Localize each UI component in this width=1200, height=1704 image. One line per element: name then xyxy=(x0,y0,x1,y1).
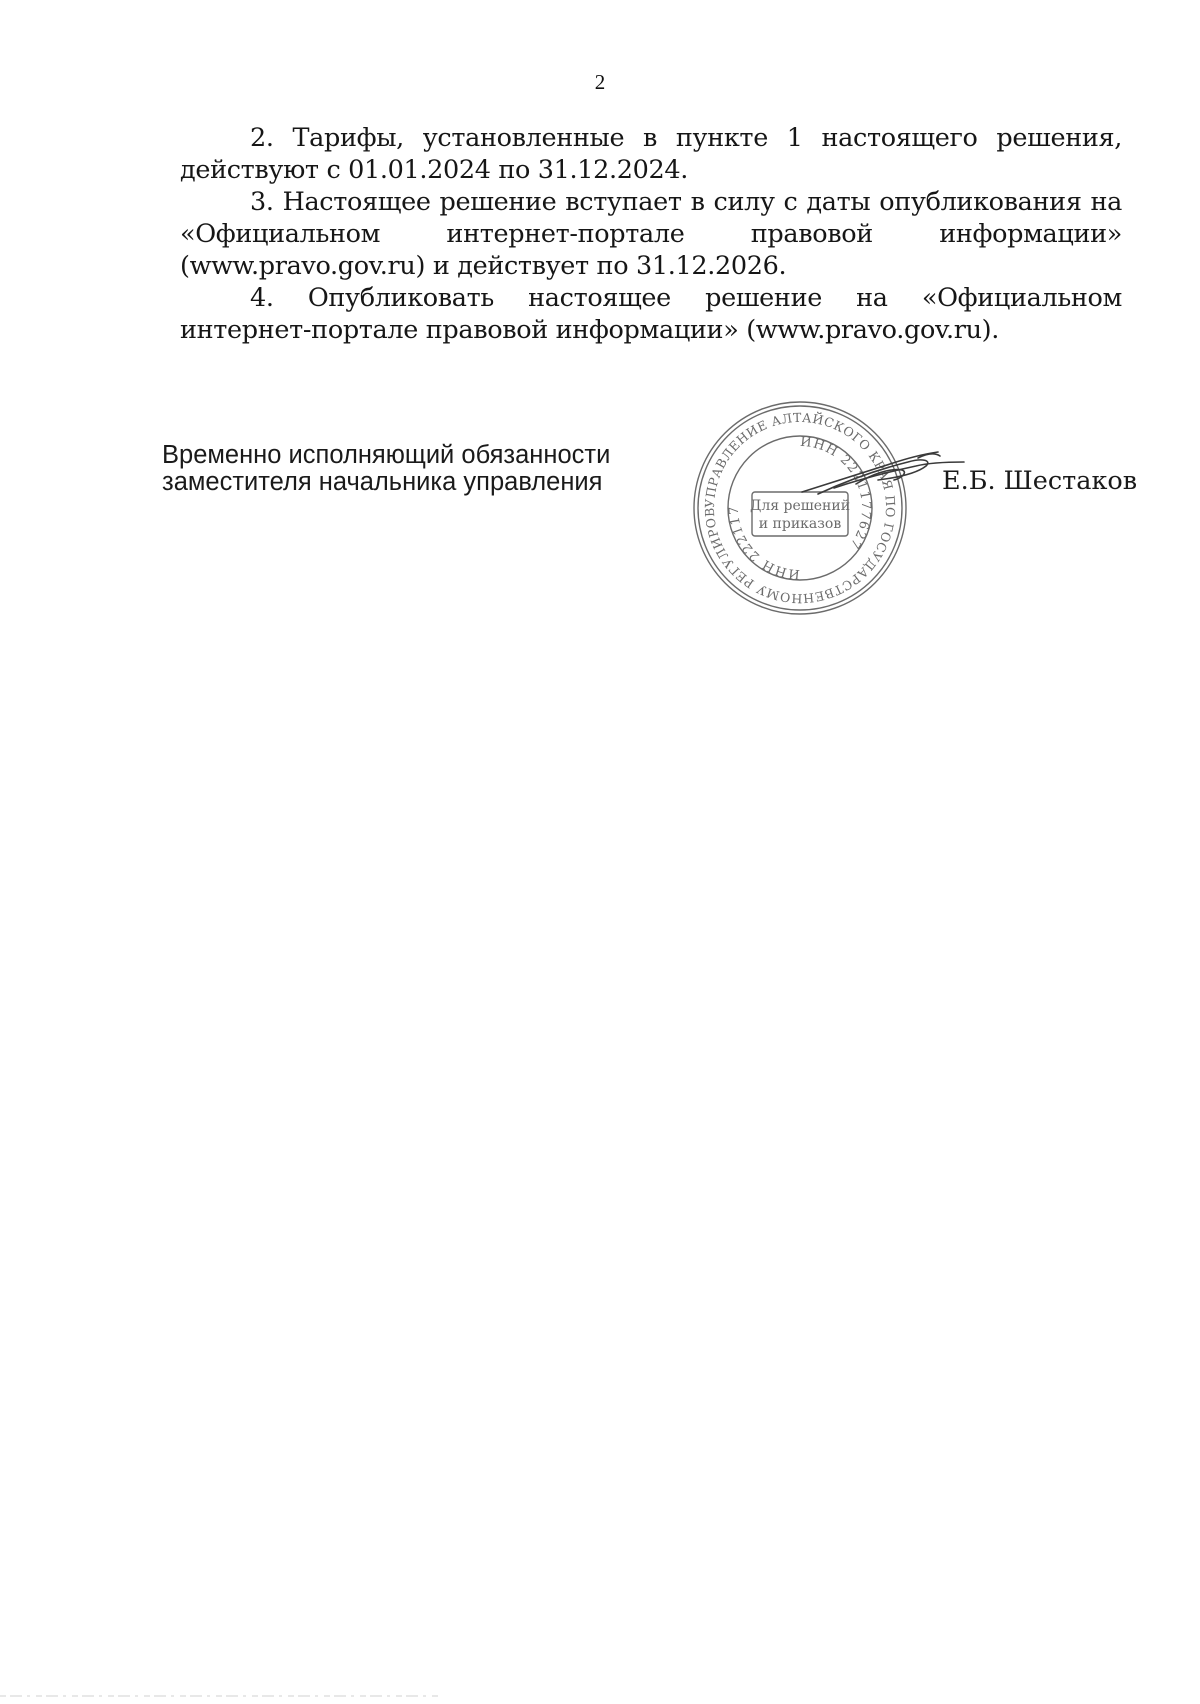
paragraph-tariff-period: 2. Тарифы, установленные в пункте 1 настоящего решения, действуют с 01.01.2024 по 31.12.2024. xyxy=(180,123,1122,185)
official-stamp xyxy=(688,396,912,620)
signatory-name: Е.Б. Шестаков xyxy=(942,466,1138,496)
page-number: 2 xyxy=(594,70,606,94)
paragraph-publication: 4. Опубликовать настоящее решение на «Официальном интернет-портале правовой информации» (www.pravo.gov.ru). xyxy=(180,283,1122,345)
stamp-outer-ring-text: УПРАВЛЕНИЕ АЛТАЙСКОГО КРАЯ ПО ГОСУДАРСТВЕННОМУ РЕГУЛИРОВ xyxy=(701,409,899,607)
stamp-inn-text-top: ИНН 2221177627 xyxy=(799,434,874,552)
signatory-position-line-1: Временно исполняющий обязанности xyxy=(162,441,611,469)
stamp-inn-text-bottom: ИНН 222117 xyxy=(726,505,801,582)
stamp-center-line-2: и приказов xyxy=(758,516,842,532)
paragraph-effective-date: 3. Настоящее решение вступает в силу с даты опубликования на «Официальном интернет-портале правовой информации» (www.pravo.gov.ru) и действует по 31.12.2026. xyxy=(180,187,1122,281)
signatory-position xyxy=(162,442,610,496)
stamp-center-line-1: Для решений xyxy=(749,498,851,514)
stamp-seal-graphic xyxy=(688,396,912,620)
document-body xyxy=(180,122,1122,346)
signatory-position-line-2: заместителя начальника управления xyxy=(162,468,603,496)
scan-artifact xyxy=(0,1686,440,1692)
